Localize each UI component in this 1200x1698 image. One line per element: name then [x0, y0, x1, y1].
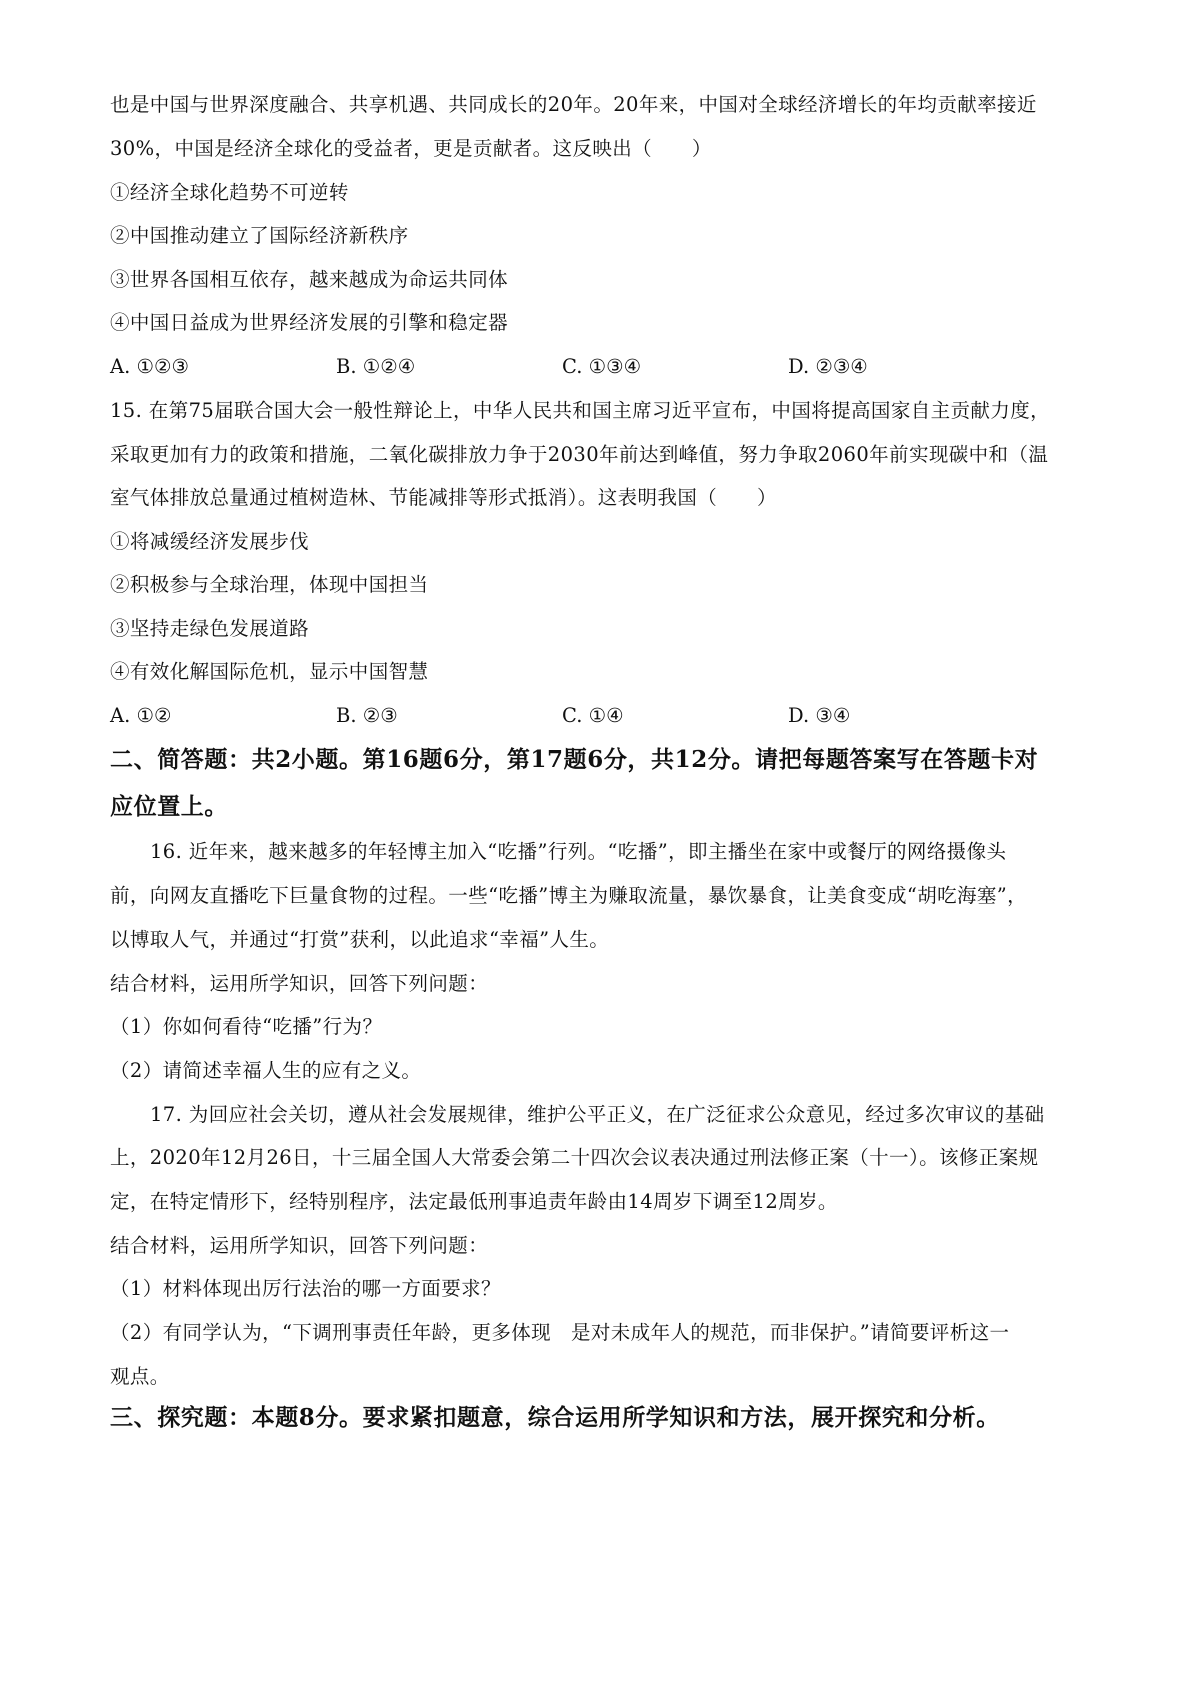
option-a[interactable]: A. ①②③	[110, 355, 189, 378]
q14-item: ②中国推动建立了国际经济新秩序	[110, 224, 409, 247]
option-b[interactable]: B. ①②④	[336, 355, 416, 378]
q15-item: ④有效化解国际危机，显示中国智慧	[110, 660, 429, 683]
q15-stem-line: 室气体排放总量通过植树造林、节能减排等形式抵消）。这表明我国（ ）	[110, 486, 777, 509]
q14-stem-line: 30%，中国是经济全球化的受益者，更是贡献者。这反映出（ ）	[110, 137, 712, 160]
q16-prompt: 结合材料，运用所学知识，回答下列问题：	[110, 972, 489, 995]
q14-options	[110, 353, 1100, 381]
q15-stem-line: 采取更加有力的政策和措施，二氧化碳排放力争于2030年前达到峰值，努力争取2060年前实现碳中和（温	[110, 443, 1049, 466]
option-b[interactable]: B. ②③	[336, 704, 398, 727]
section-heading: 应位置上。	[110, 793, 228, 820]
q15-item: ②积极参与全球治理，体现中国担当	[110, 573, 429, 596]
option-c[interactable]: C. ①③④	[562, 355, 642, 378]
q16-material-line: 16. 近年来，越来越多的年轻博主加入“吃播”行列。“吃播”，即主播坐在家中或餐厅的网络摄像头	[150, 840, 1007, 863]
option-d[interactable]: D. ③④	[788, 704, 851, 727]
q15-options	[110, 702, 1100, 730]
q17-prompt: 结合材料，运用所学知识，回答下列问题：	[110, 1234, 489, 1257]
q16-material-line: 前，向网友直播吃下巨量食物的过程。一些“吃播”博主为赚取流量，暴饮暴食，让美食变成“胡吃海塞”，	[110, 884, 1028, 907]
q15-stem-line: 15. 在第75届联合国大会一般性辩论上，中华人民共和国主席习近平宣布，中国将提高国家自主贡献力度，	[110, 399, 1051, 422]
q15-item: ③坚持走绿色发展道路	[110, 617, 310, 640]
section-heading: 二、简答题：共2小题。第16题6分，第17题6分，共12分。请把每题答案写在答题卡对	[110, 746, 1039, 773]
q17-material-line: 上，2020年12月26日，十三届全国人大常委会第二十四次会议表决通过刑法修正案（十一）。该修正案规	[110, 1146, 1039, 1169]
q16-material-line: 以博取人气，并通过“打赏”获利，以此追求“幸福”人生。	[110, 928, 610, 951]
q14-item: ④中国日益成为世界经济发展的引擎和稳定器	[110, 311, 509, 334]
q17-sub-question: （1）材料体现出厉行法治的哪一方面要求？	[110, 1277, 501, 1300]
q16-sub-question: （1）你如何看待“吃播”行为？	[110, 1015, 383, 1038]
section-heading: 三、探究题：本题8分。要求紧扣题意，综合运用所学知识和方法，展开探究和分析。	[110, 1404, 1000, 1431]
q17-sub-question: （2）有同学认为，“下调刑事责任年龄，更多体现 是对未成年人的规范，而非保护。”请简要评析这一	[110, 1321, 1010, 1344]
option-c[interactable]: C. ①④	[562, 704, 624, 727]
q17-sub-question: 观点。	[110, 1365, 170, 1388]
q16-sub-question: （2）请简述幸福人生的应有之义。	[110, 1059, 422, 1082]
q17-material-line: 定，在特定情形下，经特别程序，法定最低刑事追责年龄由14周岁下调至12周岁。	[110, 1190, 838, 1213]
option-d[interactable]: D. ②③④	[788, 355, 868, 378]
q14-item: ①经济全球化趋势不可逆转	[110, 181, 349, 204]
option-a[interactable]: A. ①②	[110, 704, 172, 727]
q14-item: ③世界各国相互依存，越来越成为命运共同体	[110, 268, 509, 291]
q15-item: ①将减缓经济发展步伐	[110, 530, 310, 553]
q14-stem-line: 也是中国与世界深度融合、共享机遇、共同成长的20年。20年来，中国对全球经济增长的年均贡献率接近	[110, 93, 1037, 116]
q17-material-line: 17. 为回应社会关切，遵从社会发展规律，维护公平正义，在广泛征求公众意见，经过多次审议的基础	[150, 1103, 1045, 1126]
